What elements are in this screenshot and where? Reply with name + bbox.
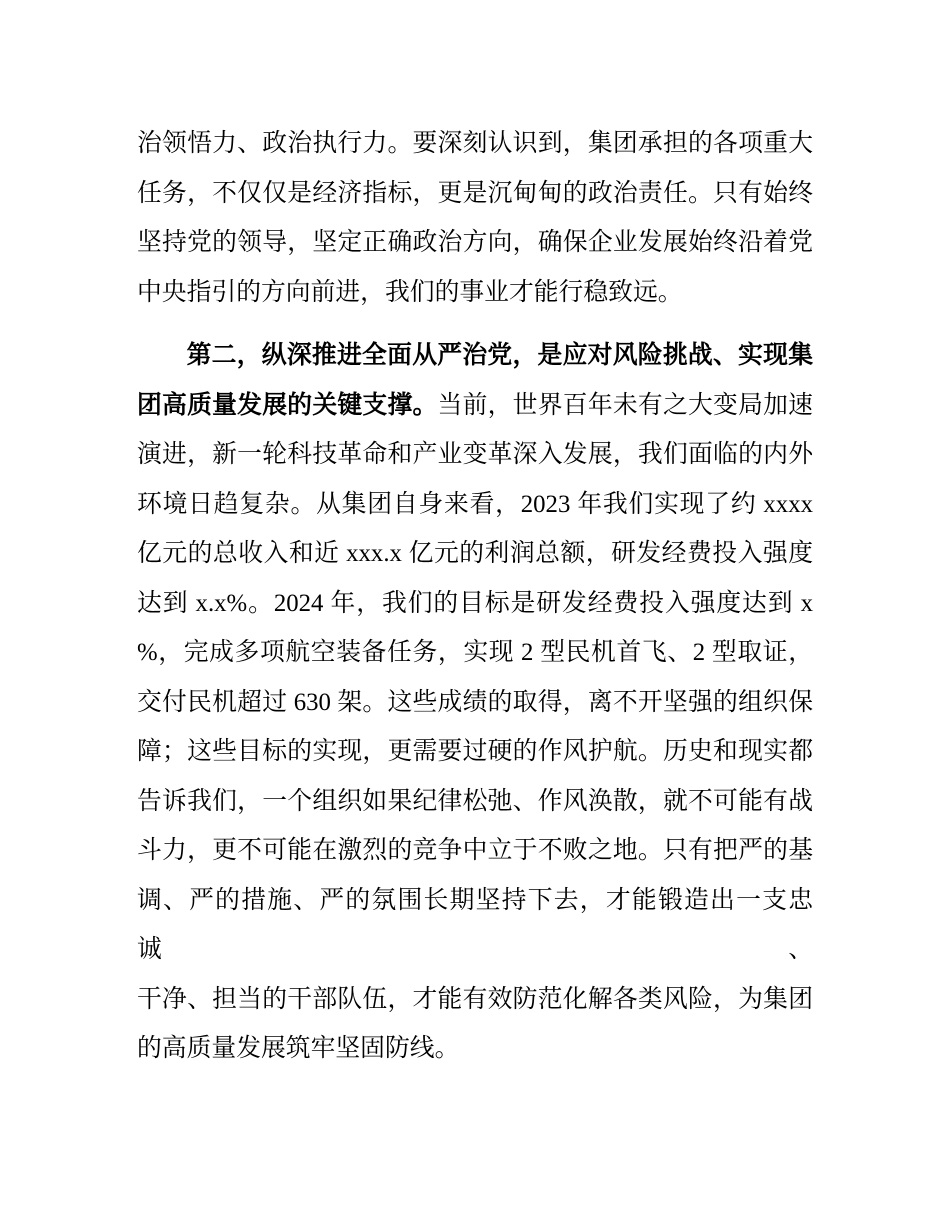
text-line <box>137 430 813 480</box>
body-text: 演进，新一轮科技革命和产业变革深入发展，我们面临的内外 <box>137 441 813 468</box>
text-line <box>137 268 813 318</box>
text-line <box>137 480 813 530</box>
body-text: 亿元的总收入和近 xxx.x 亿元的利润总额，研发经费投入强度 <box>137 540 813 567</box>
body-text: 中央指引的方向前进，我们的事业才能行稳致远。 <box>137 278 683 306</box>
text-line <box>137 628 813 678</box>
document-content <box>137 119 813 1074</box>
text-line <box>137 169 813 219</box>
text-line <box>137 218 813 268</box>
section-heading-bold-text: 第二，纵深推进全面从严治党，是应对风险挑战、实现集 <box>186 342 813 369</box>
body-text: 坚持党的领导，坚定正确政治方向，确保企业发展始终沿着党 <box>137 229 813 256</box>
section-heading-bold-text: 团高质量发展的关键支撑。 <box>137 391 438 419</box>
text-line <box>137 529 813 579</box>
text-line <box>137 727 813 777</box>
body-text: 干净、担当的干部队伍，才能有效防范化解各类风险，为集团 <box>137 985 813 1013</box>
body-text: %，完成多项航空装备任务，实现 2 型民机首飞、2 型取证， <box>137 639 813 666</box>
paragraph-political-responsibility <box>137 119 813 317</box>
text-line <box>137 777 813 827</box>
body-text: 达到 x.x%。2024 年，我们的目标是研发经费投入强度达到 x <box>137 589 813 617</box>
text-line <box>137 975 813 1025</box>
body-text: 当前，世界百年未有之大变局加速 <box>437 391 813 419</box>
text-line <box>137 1024 813 1074</box>
text-line <box>137 876 813 975</box>
text-line <box>137 119 813 169</box>
body-text: 的高质量发展筑牢坚固防线。 <box>137 1035 460 1062</box>
body-text: 告诉我们，一个组织如果纪律松弛、作风涣散，就不可能有战 <box>137 787 813 815</box>
body-text: 环境日趋复杂。从集团自身来看，2023 年我们实现了约 xxxx <box>137 490 813 518</box>
text-line <box>137 678 813 728</box>
body-text: 斗力，更不可能在激烈的竞争中立于不败之地。只有把严的基 <box>137 837 813 864</box>
text-line <box>137 826 813 876</box>
paragraph-section-2 <box>137 331 813 1074</box>
body-text: 任务，不仅仅是经济指标，更是沉甸甸的政治责任。只有始终 <box>137 179 813 207</box>
body-text: 治领悟力、政治执行力。要深刻认识到，集团承担的各项重大 <box>137 130 813 157</box>
body-text: 交付民机超过 630 架。这些成绩的取得，离不开坚强的组织保 <box>137 688 813 716</box>
text-line <box>137 579 813 629</box>
text-line <box>137 381 813 431</box>
body-text: 调、严的措施、严的氛围长期坚持下去，才能锻造出一支忠诚、 <box>137 886 813 963</box>
body-text: 障；这些目标的实现，更需要过硬的作风护航。历史和现实都 <box>137 738 813 765</box>
text-line <box>137 331 813 381</box>
